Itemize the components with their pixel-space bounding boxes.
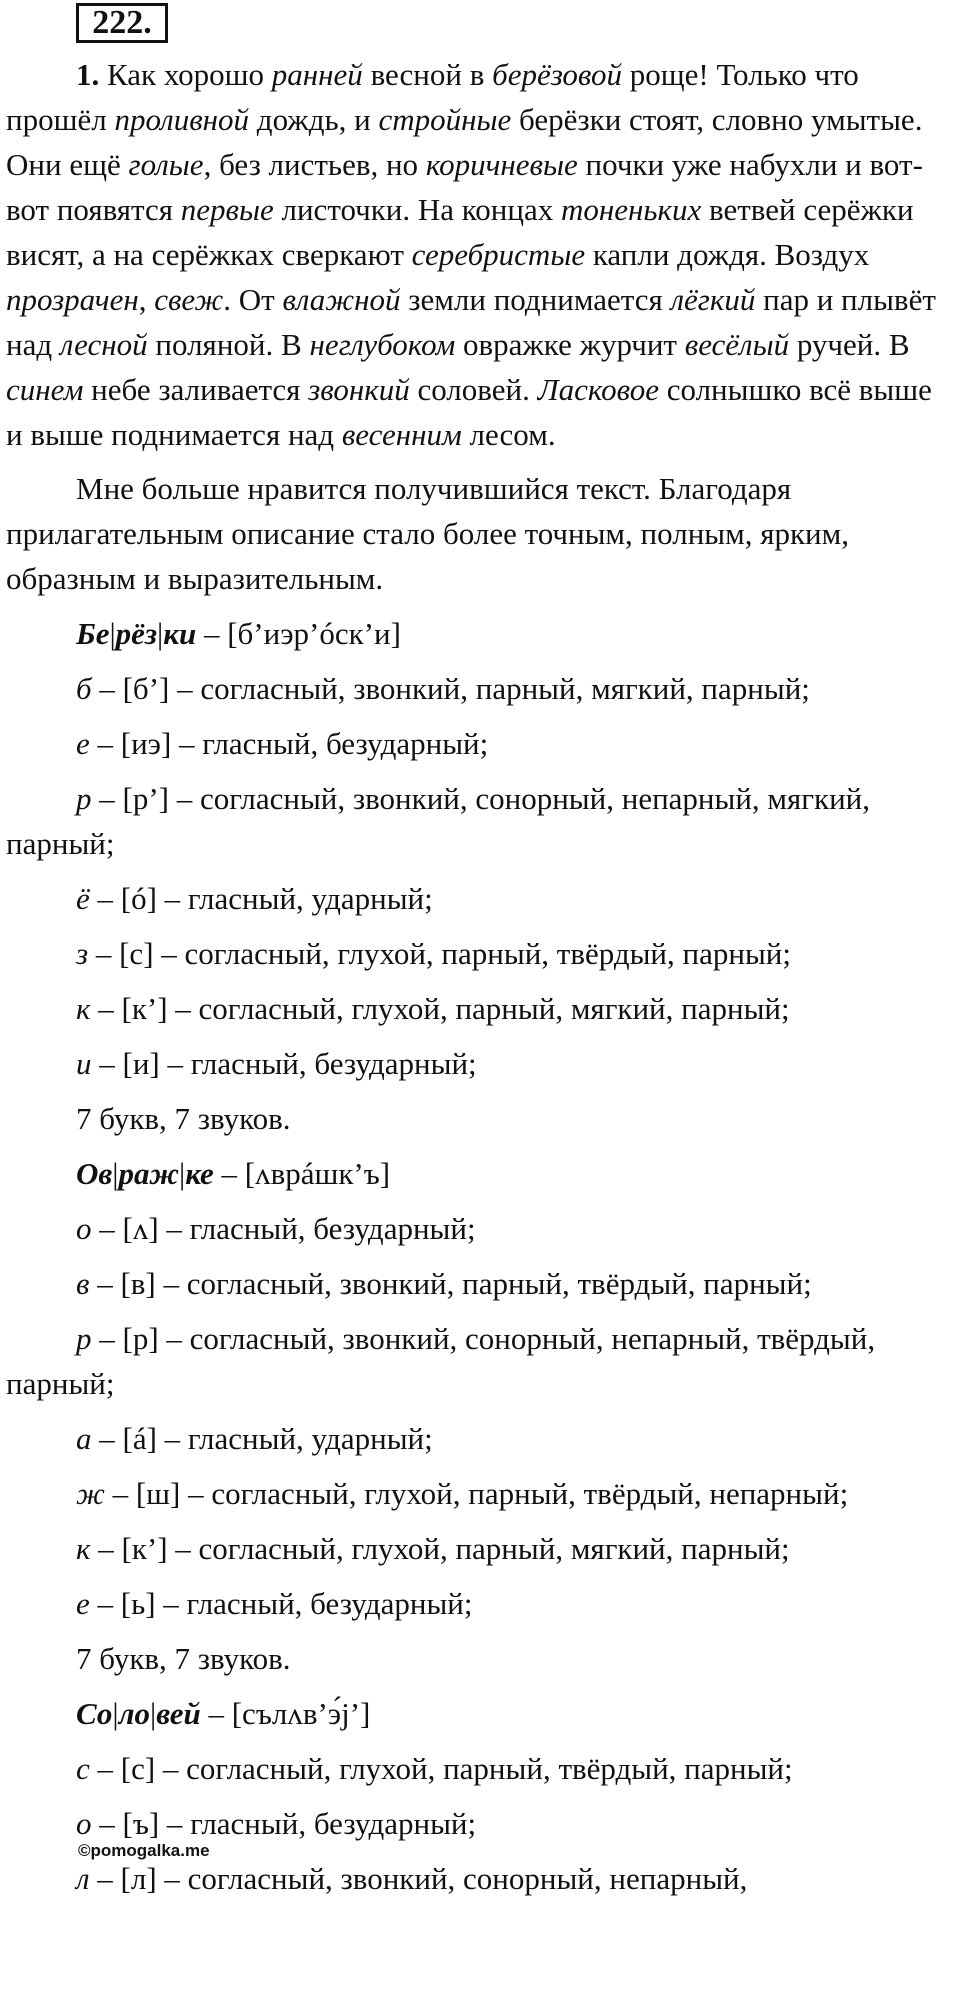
- word-part: ки: [163, 616, 197, 651]
- text-run: листочки. На концах: [273, 192, 561, 227]
- letter: р: [76, 1321, 92, 1356]
- transcription: [б’иэр’óск’и]: [227, 616, 401, 651]
- sound-description: – [á] – гласный, ударный;: [91, 1421, 433, 1456]
- text-run: Как хорошо: [99, 57, 272, 92]
- word-part: ке: [185, 1156, 214, 1191]
- item-number: 1.: [76, 57, 100, 92]
- syllable-separator: |: [150, 1696, 157, 1731]
- word-part: ло: [118, 1696, 151, 1731]
- letter: б: [76, 671, 92, 706]
- text-run: капли дождя. Воздух: [585, 237, 870, 272]
- analysis-heading: [6, 611, 954, 656]
- sound-line: [6, 1526, 954, 1571]
- paragraph-opinion: Мне больше нравится получившийся текст. Благодаря прилагательным описание стало более точным, полным, ярким, образным и выразительным.: [6, 471, 850, 596]
- adjective: лесной: [59, 327, 148, 362]
- dash: –: [213, 1156, 245, 1191]
- text-run: лесом.: [461, 417, 556, 452]
- adjective: неглубоком: [309, 327, 456, 362]
- text-run: , без листьев, но: [203, 147, 426, 182]
- sound-line: [6, 1746, 954, 1791]
- sound-description: – [с] – согласный, глухой, парный, твёрдый, парный;: [88, 936, 791, 971]
- letter: р: [76, 781, 92, 816]
- letter: к: [76, 1531, 91, 1566]
- text-run: почки уже набухли и вот-вот появятся: [6, 147, 923, 227]
- text-run: ветвей серёжки висят, а на серёжках сверкают: [6, 192, 914, 272]
- adjective: ранней: [271, 57, 363, 92]
- letter: в: [76, 1266, 90, 1301]
- sound-description: – [р] – согласный, звонкий, сонорный, непарный, твёрдый, парный;: [6, 1321, 876, 1401]
- text-run: берёзки стоят, словно умытые. Они ещё: [6, 102, 923, 182]
- sound-description: – [б’] – согласный, звонкий, парный, мягкий, парный;: [91, 671, 810, 706]
- adjective: свеж: [154, 282, 224, 317]
- letters-sounds-count: 7 букв, 7 звуков.: [76, 1101, 291, 1136]
- adjective: серебристые: [411, 237, 586, 272]
- adjective: тоненьких: [560, 192, 702, 227]
- analysis-heading: [6, 1691, 954, 1736]
- text-run: роще! Только что прошёл: [6, 57, 859, 137]
- dash: –: [200, 1696, 232, 1731]
- sound-description: – [иэ] – гласный, безударный;: [89, 726, 489, 761]
- adjective: Ласковое: [537, 372, 659, 407]
- transcription: [ʌврáшк’ъ]: [244, 1156, 391, 1191]
- syllable-separator: |: [157, 616, 164, 651]
- letters-sounds-count: 7 букв, 7 звуков.: [76, 1641, 291, 1676]
- analysis-heading: [6, 1151, 954, 1196]
- letter: з: [76, 936, 89, 971]
- sound-line: [6, 876, 954, 921]
- text-run: солнышко всё выше и выше поднимается над: [6, 372, 932, 452]
- adjective: синем: [6, 372, 84, 407]
- adjective: берёзовой: [492, 57, 622, 92]
- text-run: . От: [223, 282, 283, 317]
- letter: ё: [76, 881, 90, 916]
- sound-line: [6, 666, 954, 711]
- sound-description: – [и] – гласный, безударный;: [91, 1046, 477, 1081]
- text-run: весной в: [362, 57, 493, 92]
- sound-description: – [р’] – согласный, звонкий, сонорный, непарный, мягкий, парный;: [6, 781, 871, 861]
- letter: е: [76, 726, 90, 761]
- adjective: прозрачен: [6, 282, 139, 317]
- adjective: коричневые: [425, 147, 578, 182]
- letter: е: [76, 1586, 90, 1621]
- adjective: первые: [180, 192, 274, 227]
- sound-line: [6, 1261, 954, 1306]
- sound-description: – [с] – согласный, глухой, парный, твёрдый, парный;: [89, 1751, 793, 1786]
- sound-line: [6, 931, 954, 976]
- letter: с: [76, 1751, 90, 1786]
- sound-line: [6, 1416, 954, 1461]
- adjective: влажной: [282, 282, 401, 317]
- syllable-separator: |: [112, 1156, 119, 1191]
- text-run: небе заливается: [83, 372, 309, 407]
- paragraph-story: [6, 52, 954, 457]
- watermark: ©pomogalka.me: [78, 1841, 210, 1860]
- word-part: рёз: [115, 616, 158, 651]
- adjective: весёлый: [684, 327, 790, 362]
- text-run: дождь, и: [249, 102, 379, 137]
- sound-line: [6, 776, 954, 866]
- adjective: лёгкий: [670, 282, 756, 317]
- analyzed-word: [76, 1696, 201, 1731]
- sound-line: [6, 1471, 954, 1516]
- syllable-separator: |: [112, 1696, 119, 1731]
- text-run: земли поднимается: [400, 282, 671, 317]
- letter: к: [76, 991, 91, 1026]
- letter: о: [76, 1806, 92, 1841]
- syllable-separator: |: [109, 616, 116, 651]
- letter: ж: [76, 1476, 105, 1511]
- exercise-number: 222.: [76, 3, 168, 43]
- adjective: проливной: [114, 102, 250, 137]
- text-run: поляной. В: [147, 327, 310, 362]
- sound-description: – [ъ] – гласный, безударный;: [91, 1806, 477, 1841]
- text-run: соловей.: [409, 372, 538, 407]
- phonetic-analyses: [6, 611, 954, 1901]
- text-run: ,: [138, 282, 155, 317]
- letter: а: [76, 1421, 92, 1456]
- sound-line: [6, 1581, 954, 1626]
- letter: о: [76, 1211, 92, 1246]
- adjective: звонкий: [308, 372, 410, 407]
- sound-line: [6, 1206, 954, 1251]
- text-run: пар и плывёт над: [6, 282, 936, 362]
- word-part: раж: [118, 1156, 179, 1191]
- text-run: ручей. В: [789, 327, 910, 362]
- sound-description: – [к’] – согласный, глухой, парный, мягкий, парный;: [90, 991, 790, 1026]
- adjective: стройные: [378, 102, 512, 137]
- sound-description: – [ь] – гласный, безударный;: [89, 1586, 473, 1621]
- sound-line: [6, 1801, 954, 1846]
- text-run: овражке журчит: [455, 327, 685, 362]
- analyzed-word: [76, 1156, 214, 1191]
- sound-description: – [л] – согласный, звонкий, сонорный, непарный,: [89, 1861, 748, 1896]
- word-part: Ов: [76, 1156, 113, 1191]
- word-part: Бе: [76, 616, 110, 651]
- transcription: [сълʌв’э́j’]: [231, 1696, 371, 1731]
- sound-description: – [ʌ] – гласный, безударный;: [91, 1211, 476, 1246]
- syllable-separator: |: [179, 1156, 186, 1191]
- dash: –: [196, 616, 228, 651]
- adjective: голые: [128, 147, 204, 182]
- sound-line: [6, 1316, 954, 1406]
- letter: л: [76, 1861, 90, 1896]
- analyzed-word: [76, 616, 196, 651]
- document-body: [6, 52, 954, 1901]
- sound-line: [6, 721, 954, 766]
- letter: и: [76, 1046, 92, 1081]
- sound-description: – [к’] – согласный, глухой, парный, мягкий, парный;: [90, 1531, 790, 1566]
- sound-line: [6, 1041, 954, 1086]
- adjective: весенним: [341, 417, 462, 452]
- sound-line: [6, 1856, 954, 1901]
- word-part: Со: [76, 1696, 113, 1731]
- sound-description: – [в] – согласный, звонкий, парный, твёрдый, парный;: [89, 1266, 812, 1301]
- sound-line: [6, 986, 954, 1031]
- sound-description: – [ш] – согласный, глухой, парный, твёрдый, непарный;: [104, 1476, 849, 1511]
- sound-description: – [ó] – гласный, ударный;: [89, 881, 433, 916]
- word-part: вей: [156, 1696, 201, 1731]
